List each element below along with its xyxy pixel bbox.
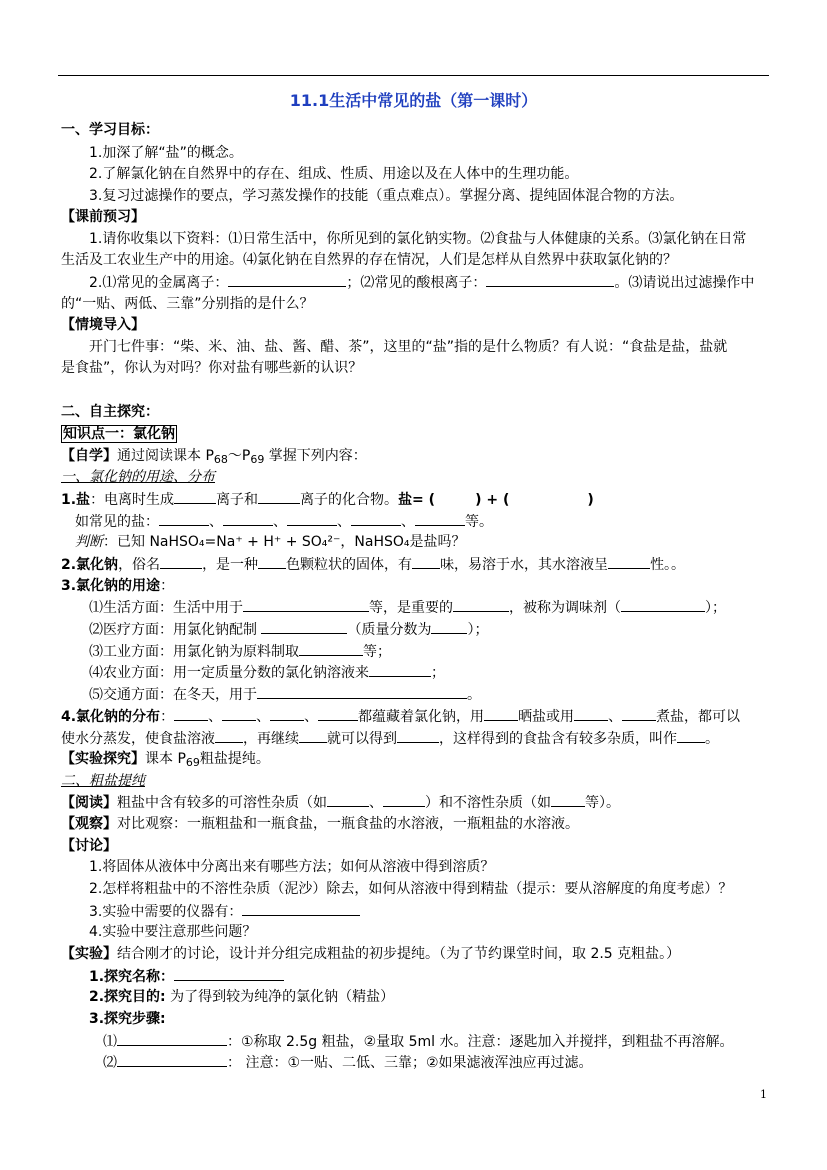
judge-label: 判断	[75, 534, 103, 550]
answer-blank[interactable]	[397, 728, 439, 743]
answer-blank[interactable]	[608, 554, 650, 569]
lab-line	[61, 944, 680, 964]
q4-text: ，再继续	[243, 731, 299, 747]
q4-text: 煮盐，都可以	[656, 709, 741, 725]
separator: 、	[256, 709, 271, 725]
use-text: 。	[467, 687, 481, 703]
preview-metal-ions-label: 2.⑴常见的金属离子：	[89, 275, 229, 291]
experiment-text: 课本 P	[145, 751, 186, 767]
answer-blank[interactable]	[551, 792, 585, 807]
use-text: （质量分数为	[347, 622, 432, 638]
judge-line	[75, 532, 466, 552]
observe-text: 对比观察：一瓶粗盐和一瓶食盐，一瓶食盐的水溶液，一瓶粗盐的水溶液。	[117, 816, 579, 832]
discuss-item-2: 2.怎样将粗盐中的不溶性杂质（泥沙）除去，如何从溶液中得到精盐（提示：要从溶解度的角度考虑）？	[89, 881, 733, 897]
answer-blank[interactable]	[261, 619, 347, 634]
selfstudy-text: ～P	[227, 448, 251, 464]
use-text: ；	[431, 665, 445, 681]
use-text: ⑶工业方面：用氯化钠为原料制取	[89, 644, 299, 660]
discuss-item-1: 1.将固体从液体中分离出来有哪些方法；如何从溶液中得到溶质？	[89, 859, 495, 875]
goal-1: 1.加深了解“盐”的概念。	[89, 145, 243, 161]
answer-blank[interactable]	[174, 706, 208, 721]
q2-text: 性。。	[650, 557, 686, 573]
discuss-tag: 【讨论】	[61, 838, 117, 854]
answer-blank[interactable]	[287, 511, 337, 526]
step-text: ：①称取 2.5g 粗盐，②量取 5ml 水。注意：逐匙加入并搅拌，到粗盐不再溶解。	[227, 1034, 734, 1050]
section1-heading: 一、学习目标：	[61, 122, 159, 138]
answer-blank[interactable]	[299, 641, 363, 656]
separator: 、	[608, 709, 623, 725]
q1-line	[61, 489, 594, 510]
answer-blank[interactable]	[243, 597, 369, 612]
q1-text: 离子的化合物。	[300, 492, 399, 508]
q1-text: 离子和	[216, 492, 259, 508]
q3-colon: ：	[160, 578, 175, 594]
lab-name	[89, 966, 284, 987]
q1-formula: ) + (	[475, 492, 510, 508]
subsection-2-title: 二、粗盐提纯	[61, 773, 145, 789]
use-text: ）；	[705, 600, 726, 616]
use-life	[89, 597, 726, 618]
answer-blank[interactable]	[222, 706, 256, 721]
q1-text: ：电离时生成	[90, 492, 175, 508]
lab-text: 结合刚才的讨论，设计并分组完成粗盐的初步提纯。（为了节约课堂时间，取 2.5 克粗盐。）	[117, 946, 681, 962]
page-title: 11.1生活中常见的盐（第一课时）	[289, 91, 538, 110]
q2-text: ，俗名	[118, 557, 161, 573]
preview-filtration-label: 。⑶请说出过滤操作中	[614, 275, 755, 291]
q1-formula: 盐= (	[398, 492, 436, 508]
separator: 、	[337, 514, 351, 530]
section2-heading: 二、自主探究：	[61, 404, 159, 420]
lab-name-label: 1.探究名称：	[89, 969, 175, 985]
discuss-item-3	[89, 901, 360, 922]
answer-blank[interactable]	[228, 272, 346, 287]
q1-common-label: 如常见的盐：	[75, 514, 159, 530]
q1-common-salts	[75, 511, 493, 532]
observe-line	[61, 814, 579, 834]
lab-steps-label: 3.探究步骤:	[89, 1011, 166, 1027]
answer-blank[interactable]	[257, 684, 467, 699]
answer-blank[interactable]	[270, 706, 304, 721]
separator: 、	[304, 709, 319, 725]
answer-blank[interactable]	[369, 662, 431, 677]
discuss-text: 3.实验中需要的仪器有：	[89, 904, 243, 920]
answer-blank[interactable]	[351, 511, 401, 526]
read-text: 粗盐中含有较多的可溶性杂质（如	[117, 795, 327, 811]
answer-blank[interactable]	[215, 728, 243, 743]
separator: 、	[209, 514, 223, 530]
intro-heading: 【情境导入】	[61, 317, 145, 333]
use-agriculture	[89, 662, 445, 683]
lab-tag: 【实验】	[61, 946, 117, 962]
read-line	[61, 792, 620, 813]
experiment-text: 粗盐提纯。	[199, 751, 270, 767]
answer-blank[interactable]	[242, 901, 360, 916]
answer-blank[interactable]	[160, 554, 202, 569]
subsection-1-title: 一、氯化钠的用途、分布	[61, 469, 215, 485]
answer-blank[interactable]	[117, 1052, 227, 1067]
q1-label: 1.盐	[61, 492, 91, 508]
answer-blank[interactable]	[431, 619, 467, 634]
answer-blank[interactable]	[299, 728, 327, 743]
q4-line-1	[61, 706, 740, 727]
selfstudy-text: 掌握下列内容：	[264, 448, 367, 464]
observe-tag: 【观察】	[61, 816, 117, 832]
read-text: 、	[369, 795, 383, 811]
page-number: 1	[760, 1088, 767, 1101]
preview-acid-ions-label: ；⑵常见的酸根离子：	[346, 275, 487, 291]
discuss-item-4: 4.实验中要注意那些问题？	[89, 924, 257, 940]
experiment-line	[61, 749, 270, 773]
answer-blank[interactable]	[318, 706, 358, 721]
q4-text: 。	[705, 731, 719, 747]
answer-blank[interactable]	[174, 966, 284, 981]
answer-blank[interactable]	[159, 511, 209, 526]
header-rule	[58, 75, 769, 76]
preview-item-2b: 的“一贴、两低、三靠”分别指的是什么？	[61, 296, 314, 312]
q2-text: 色颗粒状的固体，有	[286, 557, 413, 573]
step-number: ⑵	[103, 1055, 117, 1071]
goal-3: 3.复习过滤操作的要点，学习蒸发操作的技能（重点难点）。掌握分离、提纯固体混合物的方法。	[89, 188, 684, 204]
use-text: 等，是重要的	[369, 600, 453, 616]
use-text: ⑴生活方面：生活中用于	[89, 600, 243, 616]
lab-purpose-text: 为了得到较为纯净的氯化钠（精盐）	[165, 989, 395, 1005]
q4-text: 就可以得到	[327, 731, 397, 747]
answer-blank[interactable]	[258, 554, 286, 569]
answer-blank[interactable]	[574, 706, 608, 721]
q4-label: 4.氯化钠的分布	[61, 709, 161, 725]
q4-text: 都蕴藏着氯化钠，用	[358, 709, 485, 725]
read-tag: 【阅读】	[61, 795, 117, 811]
answer-blank[interactable]	[484, 706, 518, 721]
goal-2: 2.了解氯化钠在自然界中的存在、组成、性质、用途以及在人体中的生理功能。	[89, 166, 579, 182]
q4-line-2	[61, 728, 719, 749]
lab-step-2	[103, 1052, 593, 1073]
page-ref: 68	[213, 453, 228, 466]
use-text: ）；	[467, 622, 489, 638]
knowledge-point-1	[61, 424, 177, 444]
selfstudy-text: 通过阅读课本 P	[117, 448, 214, 464]
q4-text: ：	[160, 709, 175, 725]
preview-heading: 【课前预习】	[61, 209, 145, 225]
intro-text-2: 是食盐”，你认为对吗？你对盐有哪些新的认识？	[61, 360, 363, 376]
use-traffic	[89, 684, 481, 705]
answer-blank[interactable]	[174, 489, 216, 504]
use-text: ⑷农业方面：用一定质量分数的氯化钠溶液来	[89, 665, 369, 681]
answer-blank[interactable]	[621, 597, 705, 612]
lab-step-1	[103, 1031, 734, 1052]
q2-line	[61, 554, 685, 575]
q3-line	[61, 576, 174, 596]
q3-label: 3.氯化钠的用途	[61, 578, 161, 594]
use-text: ⑸交通方面：在冬天，用于	[89, 687, 257, 703]
use-medical	[89, 619, 488, 640]
answer-blank[interactable]	[327, 792, 369, 807]
preview-item-1a: 1.请你收集以下资料：⑴日常生活中，你所见到的氯化钠实物。⑵食盐与人体健康的关系。⑶氯化钠在日常	[89, 231, 747, 247]
step-text: ： 注意：①一贴、二低、三靠；②如果滤液浑浊应再过滤。	[227, 1055, 593, 1071]
judge-text: ：已知 NaHSO₄=Na⁺ + H⁺ + SO₄²⁻，NaHSO₄是盐吗？	[103, 534, 466, 550]
q2-text: ，是一种	[202, 557, 259, 573]
answer-blank[interactable]	[415, 511, 465, 526]
use-text: ⑵医疗方面：用氯化钠配制	[89, 622, 262, 638]
q2-label: 2.氯化钠	[61, 557, 119, 573]
separator: 、	[401, 514, 415, 530]
answer-blank[interactable]	[453, 597, 509, 612]
answer-blank[interactable]	[412, 554, 440, 569]
separator: 、	[273, 514, 287, 530]
answer-blank[interactable]	[117, 1031, 227, 1046]
lab-purpose	[89, 987, 394, 1007]
answer-blank[interactable]	[223, 511, 273, 526]
answer-blank[interactable]	[677, 728, 705, 743]
q4-text: 晒盐或用	[518, 709, 575, 725]
read-text: ）和不溶性杂质（如	[425, 795, 551, 811]
experiment-tag: 【实验探究】	[61, 751, 145, 767]
answer-blank[interactable]	[486, 272, 614, 287]
preview-item-1b: 生活及工农业生产中的用途。⑷氯化钠在自然界的存在情况，人们是怎样从自然界中获取氯化钠的？	[61, 252, 677, 268]
selfstudy-tag: 【自学】	[61, 448, 117, 464]
q4-text: 使水分蒸发，使食盐溶液	[61, 731, 215, 747]
use-text: ，被称为调味剂（	[509, 600, 621, 616]
step-number: ⑴	[103, 1034, 117, 1050]
read-text: 等）。	[585, 795, 620, 811]
answer-blank[interactable]	[622, 706, 656, 721]
intro-text-1: 开门七件事：“柴、米、油、盐、酱、醋、茶”，这里的“盐”指的是什么物质？有人说：“食盐是盐，盐就	[89, 339, 728, 355]
knowledge-point-box: 知识点一：氯化钠	[63, 426, 175, 442]
separator: 、	[208, 709, 223, 725]
answer-blank[interactable]	[383, 792, 425, 807]
page-ref: 69	[185, 756, 200, 769]
q1-end: 等。	[465, 514, 493, 530]
lab-purpose-label: 2.探究目的:	[89, 989, 166, 1005]
preview-item-2a	[89, 272, 754, 293]
answer-blank[interactable]	[258, 489, 300, 504]
q2-text: 味，易溶于水，其水溶液呈	[440, 557, 609, 573]
page-ref: 69	[250, 453, 265, 466]
q4-text: ，这样得到的食盐含有较多杂质，叫作	[439, 731, 677, 747]
use-text: 等；	[363, 644, 391, 660]
use-industry	[89, 641, 391, 662]
q1-formula: )	[587, 492, 594, 508]
